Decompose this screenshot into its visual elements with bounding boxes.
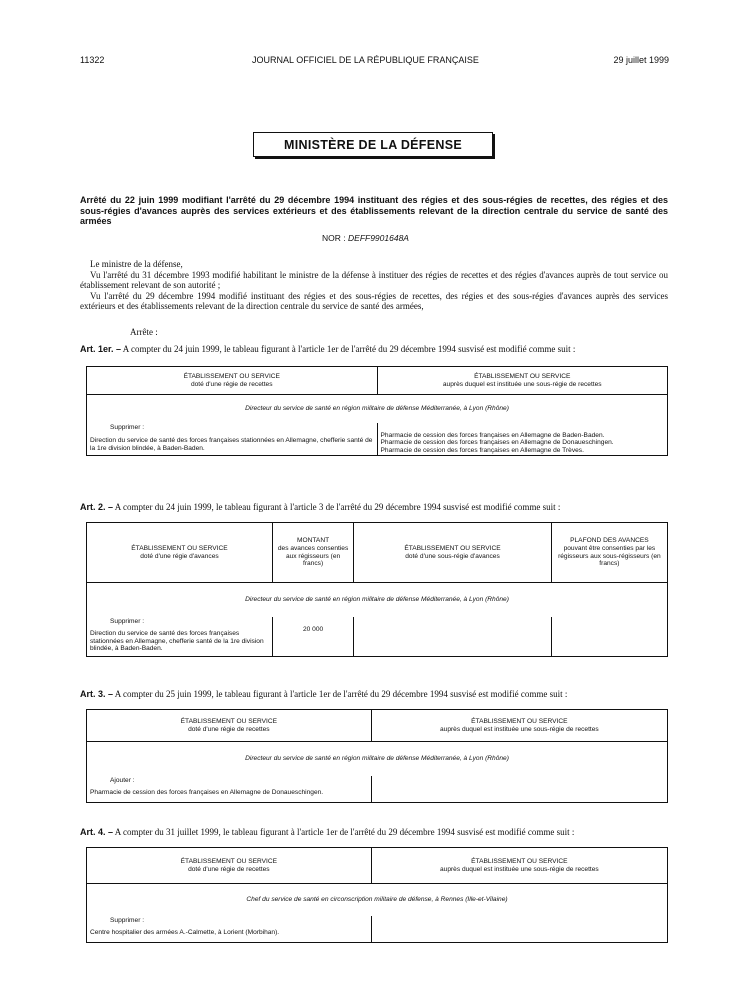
article-2-col3-cell <box>354 617 552 657</box>
article-1-table <box>86 366 668 456</box>
article-3-left-cell <box>87 776 372 803</box>
article-1-label: Art. 1er. – <box>80 344 122 354</box>
article-2-amount: 20 000 <box>272 617 353 657</box>
article-4-section: Chef du service de santé en circonscription militaire de défense, à Rennes (Ille-et-Vilaine) <box>87 884 668 916</box>
preamble-visa-1: Vu l'arrêté du 31 décembre 1993 modifié habilitant le ministre de la défense à instituer des régies de recettes et des régies d'avances auprès de tout service ou établissement relevant de son autorité ; <box>80 269 668 290</box>
preamble-minister: Le ministre de la défense, <box>90 259 183 269</box>
article-3-col2-header: ÉTABLISSEMENT OU SERVICE auprès duquel est instituée une sous-régie de recettes <box>371 710 667 742</box>
article-4-action: Supprimer : <box>110 916 145 924</box>
ministry-box <box>253 132 493 157</box>
article-1-col2-header: ÉTABLISSEMENT OU SERVICE auprès duquel est instituée une sous-régie de recettes <box>377 367 668 395</box>
preamble-visa-2: Vu l'arrêté du 29 décembre 1994 modifié instituant des régies et des sous-régies de recettes, des régies et des sous-régies d'avances auprès des services extérieurs et des établissements relevant de la direction centrale du service de santé des armées, <box>80 290 668 311</box>
article-2-table <box>86 522 668 657</box>
page-number: 11322 <box>80 55 105 65</box>
article-2-intro <box>80 502 668 512</box>
article-1-right-entry: Pharmacie de cession des forces françaises en Allemagne de Baden-Baden. <box>380 431 605 439</box>
nor-value: DEFF9901648A <box>348 233 409 243</box>
article-3-left-entry: Pharmacie de cession des forces françaises en Allemagne de Donaueschingen. <box>90 789 324 797</box>
article-1-col1-header: ÉTABLISSEMENT OU SERVICE doté d'une régie de recettes <box>87 367 378 395</box>
article-2-label: Art. 2. – <box>80 502 114 512</box>
article-3-text: A compter du 25 juin 1999, le tableau figurant à l'article 1er de l'arrêté du 29 décembre 1994 susvisé est modifié comme suit : <box>114 689 568 699</box>
article-2-section: Directeur du service de santé en région militaire de défense Méditerranée, à Lyon (Rhône) <box>87 583 668 617</box>
preamble-arrete: Arrête : <box>130 327 158 337</box>
article-1-right-entry: Pharmacie de cession des forces françaises en Allemagne de Trèves. <box>380 446 584 454</box>
article-3-col1-header: ÉTABLISSEMENT OU SERVICE doté d'une régie de recettes <box>87 710 372 742</box>
article-2-action: Supprimer : <box>110 617 145 625</box>
article-4-intro <box>80 827 668 837</box>
article-2-left-cell <box>87 617 273 657</box>
article-1-text: A compter du 24 juin 1999, le tableau figurant à l'article 1er de l'arrêté du 29 décembre 1994 susvisé est modifié comme suit : <box>122 344 576 354</box>
article-4-col1-header: ÉTABLISSEMENT OU SERVICE doté d'une régie de recettes <box>87 848 372 884</box>
article-3-action: Ajouter : <box>110 776 135 784</box>
article-2-col4-header: PLAFOND DES AVANCES pouvant être consenties par les régisseurs aux sous-régisseurs (en francs) <box>551 523 667 583</box>
article-4-left-cell <box>87 916 372 943</box>
ministry-title: MINISTÈRE DE LA DÉFENSE <box>284 137 462 152</box>
article-3-label: Art. 3. – <box>80 689 114 699</box>
article-3-intro <box>80 689 668 699</box>
article-1-section: Directeur du service de santé en région militaire de défense Méditerranée, à Lyon (Rhône) <box>87 395 668 423</box>
article-4-right-cell <box>371 916 667 943</box>
issue-date: 29 juillet 1999 <box>613 55 669 65</box>
article-2-col1-header: ÉTABLISSEMENT OU SERVICE doté d'une régie d'avances <box>87 523 273 583</box>
article-2-col4-cell <box>551 617 667 657</box>
article-1-left-entry: Direction du service de santé des forces françaises stationnées en Allemagne, chefferie santé de la 1re division blindée, à Baden-Baden. <box>90 437 373 452</box>
article-1-left-cell <box>87 423 378 456</box>
article-4-label: Art. 4. – <box>80 827 114 837</box>
article-4-table <box>86 847 668 943</box>
article-3-right-cell <box>371 776 667 803</box>
journal-title: JOURNAL OFFICIEL DE LA RÉPUBLIQUE FRANÇAISE <box>252 55 479 65</box>
article-4-col2-header: ÉTABLISSEMENT OU SERVICE auprès duquel est instituée une sous-régie de recettes <box>371 848 667 884</box>
article-1-intro <box>80 344 668 354</box>
article-3-section: Directeur du service de santé en région militaire de défense Méditerranée, à Lyon (Rhône) <box>87 742 668 776</box>
article-4-text: A compter du 31 juillet 1999, le tableau figurant à l'article 1er de l'arrêté du 29 décembre 1994 susvisé est modifié comme suit : <box>114 827 575 837</box>
nor-line <box>0 233 731 243</box>
article-4-left-entry: Centre hospitalier des armées A.-Calmette, à Lorient (Morbihan). <box>90 929 280 937</box>
article-1-action: Supprimer : <box>110 423 145 431</box>
article-1-right-cell <box>377 423 668 456</box>
article-2-left-entry: Direction du service de santé des forces françaises stationnées en Allemagne, chefferie santé de la 1re division blindée, à Baden-Baden. <box>90 630 264 653</box>
nor-label: NOR : <box>322 233 346 243</box>
article-2-col3-header: ÉTABLISSEMENT OU SERVICE doté d'une sous-régie d'avances <box>354 523 552 583</box>
preamble <box>80 259 668 312</box>
arrete-title: Arrêté du 22 juin 1999 modifiant l'arrêté du 29 décembre 1994 instituant des régies et des sous-régies de recettes, des régies et des sous-régies d'avances auprès des services extérieurs et des établissements relevant de la direction centrale du service de santé des armées <box>80 195 668 226</box>
article-3-table <box>86 709 668 803</box>
article-2-col2-header: MONTANT des avances consenties aux régisseurs (en francs) <box>272 523 353 583</box>
article-2-text: A compter du 24 juin 1999, le tableau figurant à l'article 3 de l'arrêté du 29 décembre 1994 susvisé est modifié comme suit : <box>114 502 561 512</box>
article-1-right-entry: Pharmacie de cession des forces françaises en Allemagne de Donaueschingen. <box>380 439 614 447</box>
